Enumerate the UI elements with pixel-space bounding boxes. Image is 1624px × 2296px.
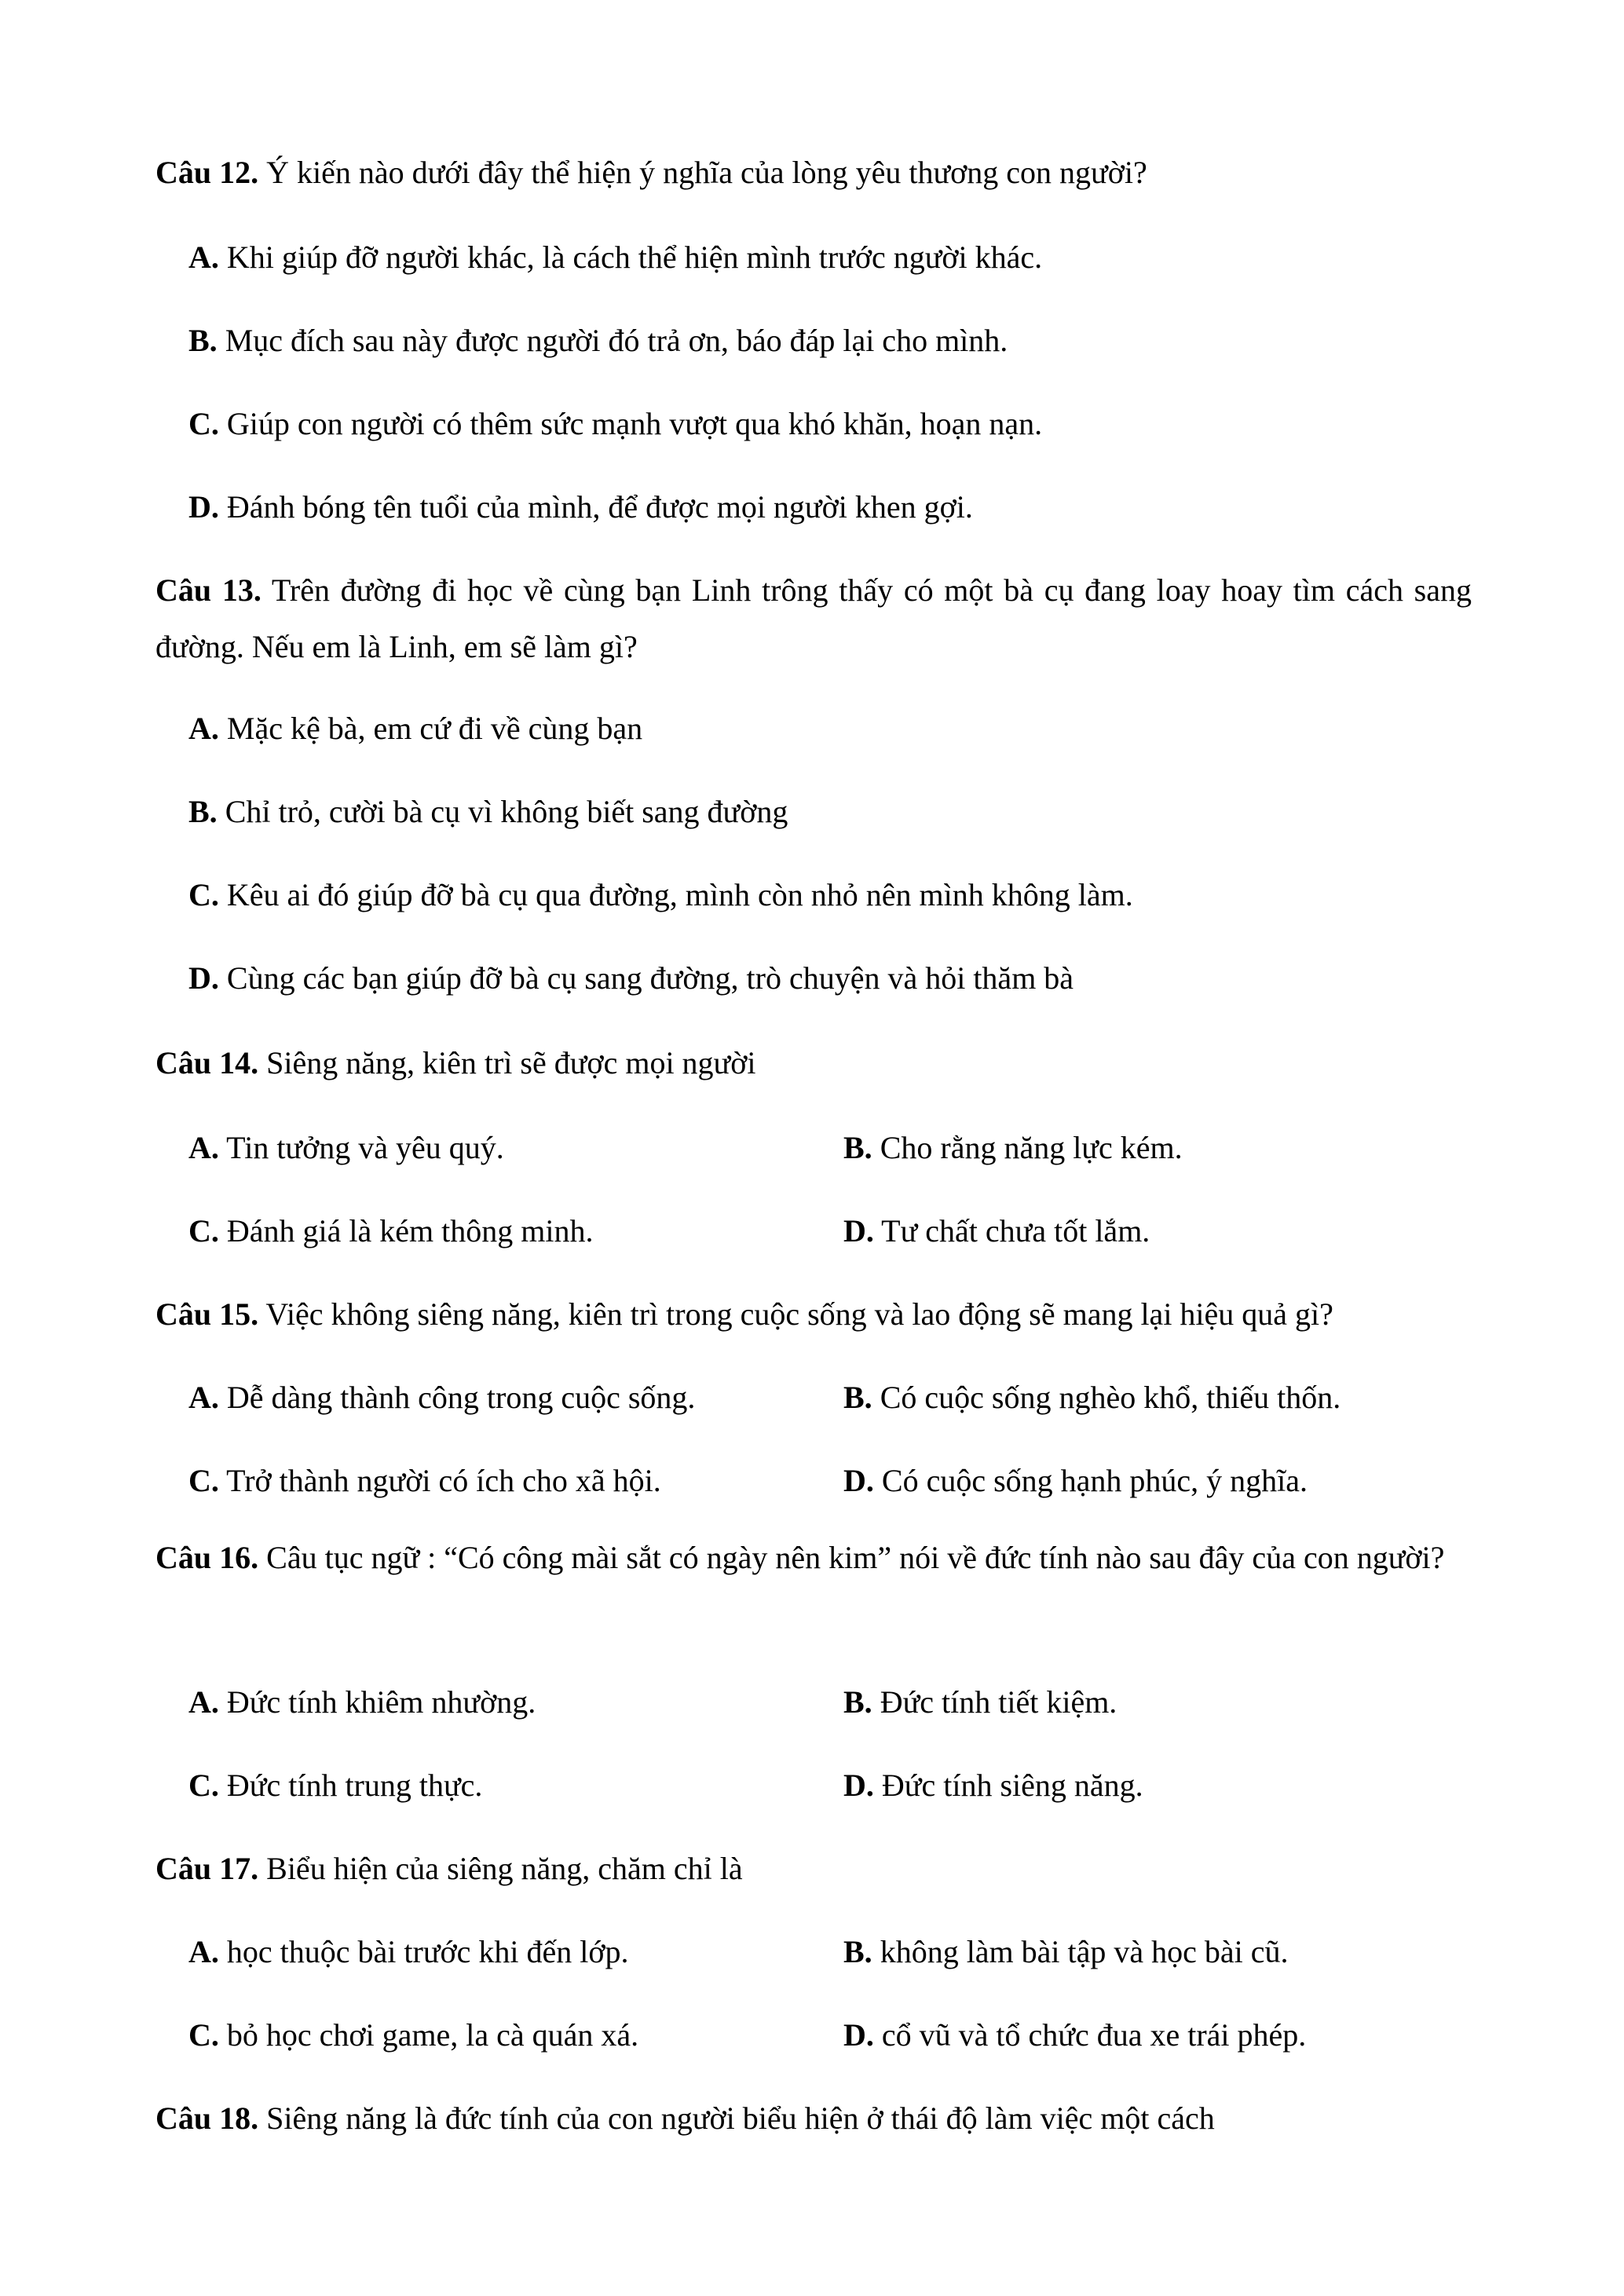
option-letter: B. <box>843 1934 872 1969</box>
question-16 <box>155 1530 1472 1586</box>
option-a <box>188 237 1042 278</box>
option-text: Đức tính tiết kiệm. <box>880 1684 1117 1720</box>
question-number: Câu 18. <box>155 2100 259 2136</box>
option-text: Đức tính trung thực. <box>226 1768 483 1803</box>
option-a <box>188 1682 536 1723</box>
option-c <box>188 1211 593 1252</box>
option-c <box>188 1765 482 1806</box>
question-text: Biểu hiện của siêng năng, chăm chỉ là <box>266 1851 743 1886</box>
option-a <box>188 1932 629 1972</box>
option-b <box>188 792 788 832</box>
question-15 <box>155 1294 1333 1335</box>
question-text: Siêng năng là đức tính của con người biểu hiện ở thái độ làm việc một cách <box>266 2100 1215 2136</box>
option-letter: C. <box>188 2017 219 2053</box>
option-text: Giúp con người có thêm sức mạnh vượt qua khó khăn, hoạn nạn. <box>226 406 1043 441</box>
question-14 <box>155 1043 756 1084</box>
question-text: Siêng năng, kiên trì sẽ được mọi người <box>266 1045 756 1080</box>
question-number: Câu 12. <box>155 155 259 190</box>
option-b <box>843 1932 1289 1972</box>
option-letter: C. <box>188 1768 219 1803</box>
option-letter: D. <box>843 2017 874 2053</box>
option-letter: A. <box>188 239 219 275</box>
question-text: Ý kiến nào dưới đây thể hiện ý nghĩa của lòng yêu thương con người? <box>266 155 1147 190</box>
option-d <box>843 1461 1308 1501</box>
option-b <box>843 1682 1117 1723</box>
option-c <box>188 404 1042 444</box>
option-b <box>188 320 1008 361</box>
question-number: Câu 17. <box>155 1851 259 1886</box>
option-d <box>188 487 973 528</box>
option-text: Có cuộc sống nghèo khổ, thiếu thốn. <box>880 1380 1341 1415</box>
option-text: Tin tưởng và yêu quý. <box>226 1130 504 1165</box>
option-d <box>188 958 1074 999</box>
question-number: Câu 14. <box>155 1045 259 1080</box>
question-17 <box>155 1848 743 1889</box>
option-text: Đức tính siêng năng. <box>881 1768 1143 1803</box>
option-text: Khi giúp đỡ người khác, là cách thể hiện mình trước người khác. <box>226 239 1043 275</box>
option-text: Đánh giá là kém thông minh. <box>226 1213 594 1249</box>
option-c <box>188 2015 638 2056</box>
question-text: Câu tục ngữ : “Có công mài sắt có ngày nên kim” nói về đức tính nào sau đây của con người? <box>266 1540 1445 1575</box>
option-text: Đánh bóng tên tuổi của mình, để được mọi người khen gợi. <box>226 489 973 525</box>
option-c <box>188 1461 661 1501</box>
option-letter: B. <box>188 794 218 829</box>
option-d <box>843 1211 1150 1252</box>
option-letter: A. <box>188 711 219 746</box>
option-text: Cùng các bạn giúp đỡ bà cụ sang đường, trò chuyện và hỏi thăm bà <box>226 960 1074 996</box>
option-c <box>188 875 1133 916</box>
option-letter: A. <box>188 1380 219 1415</box>
option-letter: A. <box>188 1684 219 1720</box>
option-text: Mặc kệ bà, em cứ đi về cùng bạn <box>226 711 643 746</box>
option-b <box>843 1377 1341 1418</box>
option-a <box>188 1377 695 1418</box>
question-18 <box>155 2098 1215 2139</box>
option-letter: D. <box>188 489 219 525</box>
question-12 <box>155 152 1147 193</box>
option-letter: D. <box>188 960 219 996</box>
option-a <box>188 1128 504 1168</box>
option-text: Trở thành người có ích cho xã hội. <box>226 1463 661 1498</box>
question-text: Trên đường đi học về cùng bạn Linh trông thấy có một bà cụ đang loay hoay tìm cách sang đường. Nếu em là Linh, em sẽ làm gì? <box>155 572 1472 664</box>
option-letter: A. <box>188 1130 219 1165</box>
option-text: Cho rằng năng lực kém. <box>880 1130 1183 1165</box>
option-letter: C. <box>188 1463 219 1498</box>
option-letter: B. <box>843 1684 872 1720</box>
option-d <box>843 1765 1143 1806</box>
option-d <box>843 2015 1306 2056</box>
option-text: Tư chất chưa tốt lắm. <box>881 1213 1150 1249</box>
option-text: cổ vũ và tổ chức đua xe trái phép. <box>881 2017 1307 2053</box>
option-letter: C. <box>188 1213 219 1249</box>
option-text: không làm bài tập và học bài cũ. <box>880 1934 1289 1969</box>
option-text: Dễ dàng thành công trong cuộc sống. <box>226 1380 696 1415</box>
option-text: Có cuộc sống hạnh phúc, ý nghĩa. <box>881 1463 1308 1498</box>
option-text: bỏ học chơi game, la cà quán xá. <box>226 2017 639 2053</box>
option-letter: A. <box>188 1934 219 1969</box>
option-letter: D. <box>843 1463 874 1498</box>
question-13 <box>155 562 1472 675</box>
option-text: Đức tính khiêm nhường. <box>226 1684 536 1720</box>
option-letter: B. <box>188 323 218 358</box>
question-text: Việc không siêng năng, kiên trì trong cuộc sống và lao động sẽ mang lại hiệu quả gì? <box>265 1296 1333 1332</box>
option-letter: B. <box>843 1380 872 1415</box>
question-number: Câu 13. <box>155 572 262 608</box>
option-a <box>188 708 642 749</box>
option-b <box>843 1128 1183 1168</box>
option-letter: D. <box>843 1768 874 1803</box>
question-number: Câu 15. <box>155 1296 259 1332</box>
option-text: Mục đích sau này được người đó trả ơn, báo đáp lại cho mình. <box>225 323 1008 358</box>
option-letter: C. <box>188 406 219 441</box>
option-letter: C. <box>188 877 219 912</box>
option-letter: D. <box>843 1213 874 1249</box>
option-letter: B. <box>843 1130 872 1165</box>
option-text: Kêu ai đó giúp đỡ bà cụ qua đường, mình còn nhỏ nên mình không làm. <box>226 877 1133 912</box>
option-text: học thuộc bài trước khi đến lớp. <box>226 1934 629 1969</box>
option-text: Chỉ trỏ, cười bà cụ vì không biết sang đường <box>225 794 788 829</box>
question-number: Câu 16. <box>155 1540 259 1575</box>
